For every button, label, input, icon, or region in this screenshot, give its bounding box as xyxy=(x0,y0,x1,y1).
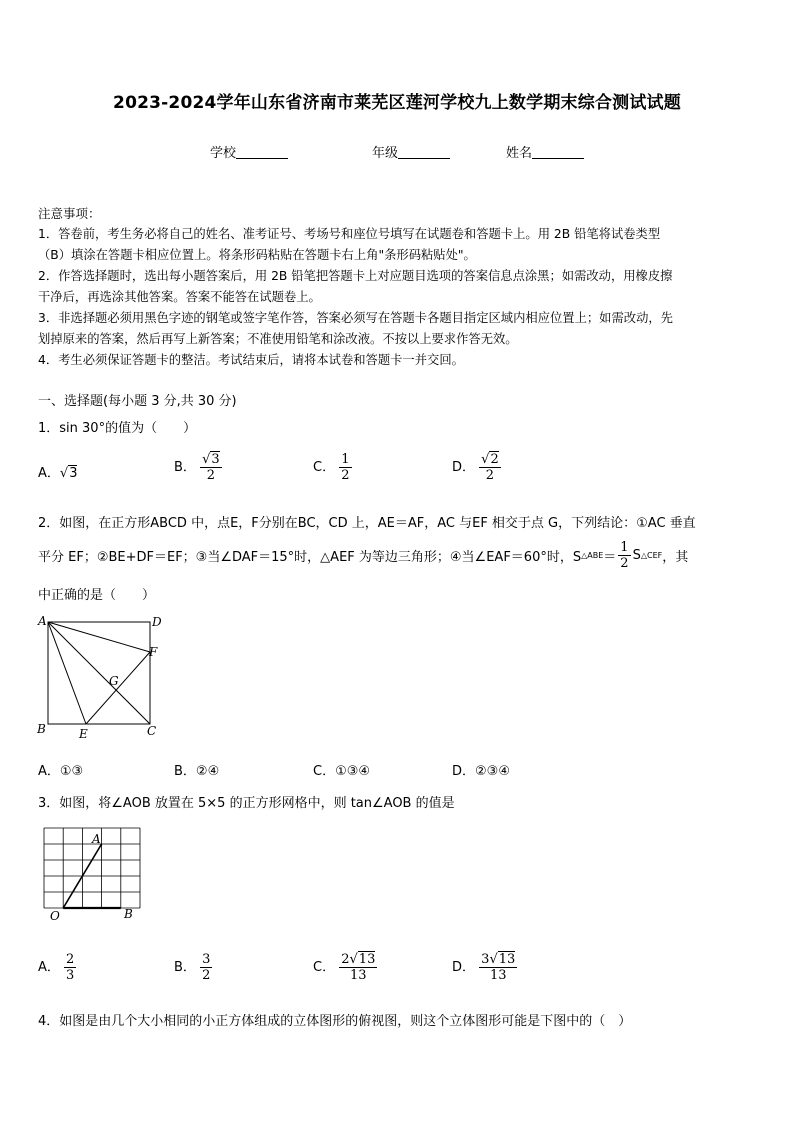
notes-line: 3．非选择题必须用黑色字迹的钢笔或签字笔作答，答案必须写在答题卡各题目指定区域内相应位置上；如需改动，先 xyxy=(38,311,673,325)
fraction-numerator: 3 xyxy=(211,452,220,467)
question-2-line1: 2．如图，在正方形ABCD 中，点E，F分别在BC，CD 上，AE＝AF，AC 与EF 相交于点 G，下列结论：①AC 垂直 xyxy=(38,516,696,531)
fraction-denominator: 2 xyxy=(206,468,215,483)
radicand: 13 xyxy=(358,952,376,967)
name-field[interactable] xyxy=(506,142,584,161)
option-label: A． xyxy=(38,960,60,975)
q2-text: 平分 EF；②BE+DF＝EF；③当∠DAF＝15°时，△AEF 为等边三角形；④当∠EAF＝60°时，S xyxy=(38,550,582,565)
q2-line2-end: ，其 xyxy=(662,550,689,565)
fraction: $\frac{3√13}{13}$ xyxy=(481,952,516,983)
q2-option-c[interactable]: C．①③④ xyxy=(313,764,371,779)
q1-option-a[interactable]: A．√3 xyxy=(38,466,78,481)
notes-heading: 注意事项： xyxy=(38,206,101,221)
q3-option-c[interactable] xyxy=(313,952,377,983)
q2-option-d[interactable]: D．②③④ xyxy=(452,764,510,779)
notes-line: 干净后，再选涂其他答案。答案不能答在试题卷上。 xyxy=(38,290,321,304)
q3-option-d[interactable] xyxy=(452,952,517,983)
fraction xyxy=(618,540,630,571)
fraction xyxy=(200,952,212,983)
coefficient: 2 xyxy=(341,952,350,967)
option-label: B． xyxy=(174,460,196,475)
fraction-numerator: 2 xyxy=(490,452,499,467)
section-heading: 一、选择题(每小题 3 分,共 30 分) xyxy=(38,394,237,409)
q2-eq: ＝ xyxy=(603,550,617,565)
fraction-denominator: 2 xyxy=(485,468,495,483)
school-field[interactable] xyxy=(210,142,288,161)
q1-option-c[interactable] xyxy=(313,452,352,483)
q2-sub1: △ABE xyxy=(581,551,604,560)
grade-label: 年级 xyxy=(372,146,399,161)
fraction xyxy=(339,452,351,483)
question-4-stem: 4．如图是由几个大小相同的小正方体组成的立体图形的俯视图，则这个立体图形可能是下图中的（ ） xyxy=(38,1014,632,1029)
school-blank[interactable] xyxy=(236,146,288,159)
fraction-numerator: 3 xyxy=(202,952,211,967)
page-title: 2023-2024学年山东省济南市莱芜区莲河学校九上数学期末综合测试试题 xyxy=(113,93,681,113)
sqrt-radicand: 3 xyxy=(69,466,78,481)
label-a: A xyxy=(92,832,101,846)
option-label: D． xyxy=(452,960,476,975)
fraction-denominator: 2 xyxy=(620,556,629,571)
notes-line: 2．作答选择题时，选出每小题答案后，用 2B 铅笔把答题卡上对应题目选项的答案信息点涂黑；如需改动，用橡皮擦 xyxy=(38,269,673,283)
q3-option-b[interactable] xyxy=(174,952,212,983)
name-label: 姓名 xyxy=(506,146,533,161)
fraction-numerator: 1 xyxy=(620,540,629,555)
q1-option-d[interactable] xyxy=(452,452,501,483)
q3-option-a[interactable] xyxy=(38,952,76,983)
coefficient: 3 xyxy=(481,952,490,967)
fraction: $\frac{√3}{2}$ xyxy=(202,452,220,483)
grade-field[interactable] xyxy=(372,142,450,161)
notes-line: 4．考生必须保证答题卡的整洁。考试结束后，请将本试卷和答题卡一并交回。 xyxy=(38,353,464,367)
school-label: 学校 xyxy=(210,146,237,161)
grade-blank[interactable] xyxy=(398,146,450,159)
option-label: B． xyxy=(174,960,196,975)
fraction-denominator: 13 xyxy=(489,968,507,983)
label-c: C xyxy=(147,724,157,738)
question-1-stem: 1．sin 30°的值为（ ） xyxy=(38,421,197,436)
radicand: 13 xyxy=(498,952,516,967)
fraction-denominator: 13 xyxy=(350,968,367,983)
option-label: D． xyxy=(452,460,476,475)
label-b: B xyxy=(37,722,46,736)
option-label: C． xyxy=(313,960,336,975)
fraction: $\frac{√2}{2}$ xyxy=(481,452,499,483)
label-e: E xyxy=(79,727,88,741)
label-b: B xyxy=(124,907,133,921)
notes-line: 1．答卷前，考生务必将自己的姓名、准考证号、考场号和座位号填写在试题卷和答题卡上。用 2B 铅笔将试卷类型 xyxy=(38,227,661,241)
label-d: D xyxy=(152,615,162,629)
notes-line: （B）填涂在答题卡相应位置上。将条形码粘贴在答题卡右上角"条形码粘贴处"。 xyxy=(38,248,476,262)
label-o: O xyxy=(50,909,60,923)
label-a: A xyxy=(38,614,47,628)
label-f: F xyxy=(149,645,158,659)
q2-sub2: △CEF xyxy=(640,551,663,560)
fraction-denominator: 2 xyxy=(341,468,350,483)
label-g: G xyxy=(109,674,119,688)
name-blank[interactable] xyxy=(532,146,584,159)
q2-option-b[interactable]: B．②④ xyxy=(174,764,220,779)
segment-ef xyxy=(86,652,150,724)
q1-option-b[interactable] xyxy=(174,452,222,483)
fraction-denominator: 3 xyxy=(66,968,75,983)
fraction-numerator: 2 xyxy=(66,952,75,967)
question-3-stem: 3．如图，将∠AOB 放置在 5×5 的正方形网格中，则 tan∠AOB 的值是 xyxy=(38,796,455,811)
option-label: A． xyxy=(38,466,60,481)
q2-square-figure xyxy=(34,612,168,742)
q3-grid-figure xyxy=(36,822,146,926)
q2-option-a[interactable]: A．①③ xyxy=(38,764,84,779)
q2-s2: S xyxy=(632,548,641,563)
question-2-line2 xyxy=(38,540,688,571)
question-2-line3: 中正确的是（ ） xyxy=(38,588,156,603)
option-label: C． xyxy=(313,460,336,475)
fraction: $\frac{2√13}{13}$ xyxy=(341,952,376,983)
fraction xyxy=(64,952,76,983)
segment-ae xyxy=(48,622,86,724)
notes-line: 划掉原来的答案，然后再写上新答案；不准使用铅笔和涂改液。不按以上要求作答无效。 xyxy=(38,332,518,346)
fraction-denominator: 2 xyxy=(202,968,211,983)
fraction-numerator: 1 xyxy=(341,452,350,467)
